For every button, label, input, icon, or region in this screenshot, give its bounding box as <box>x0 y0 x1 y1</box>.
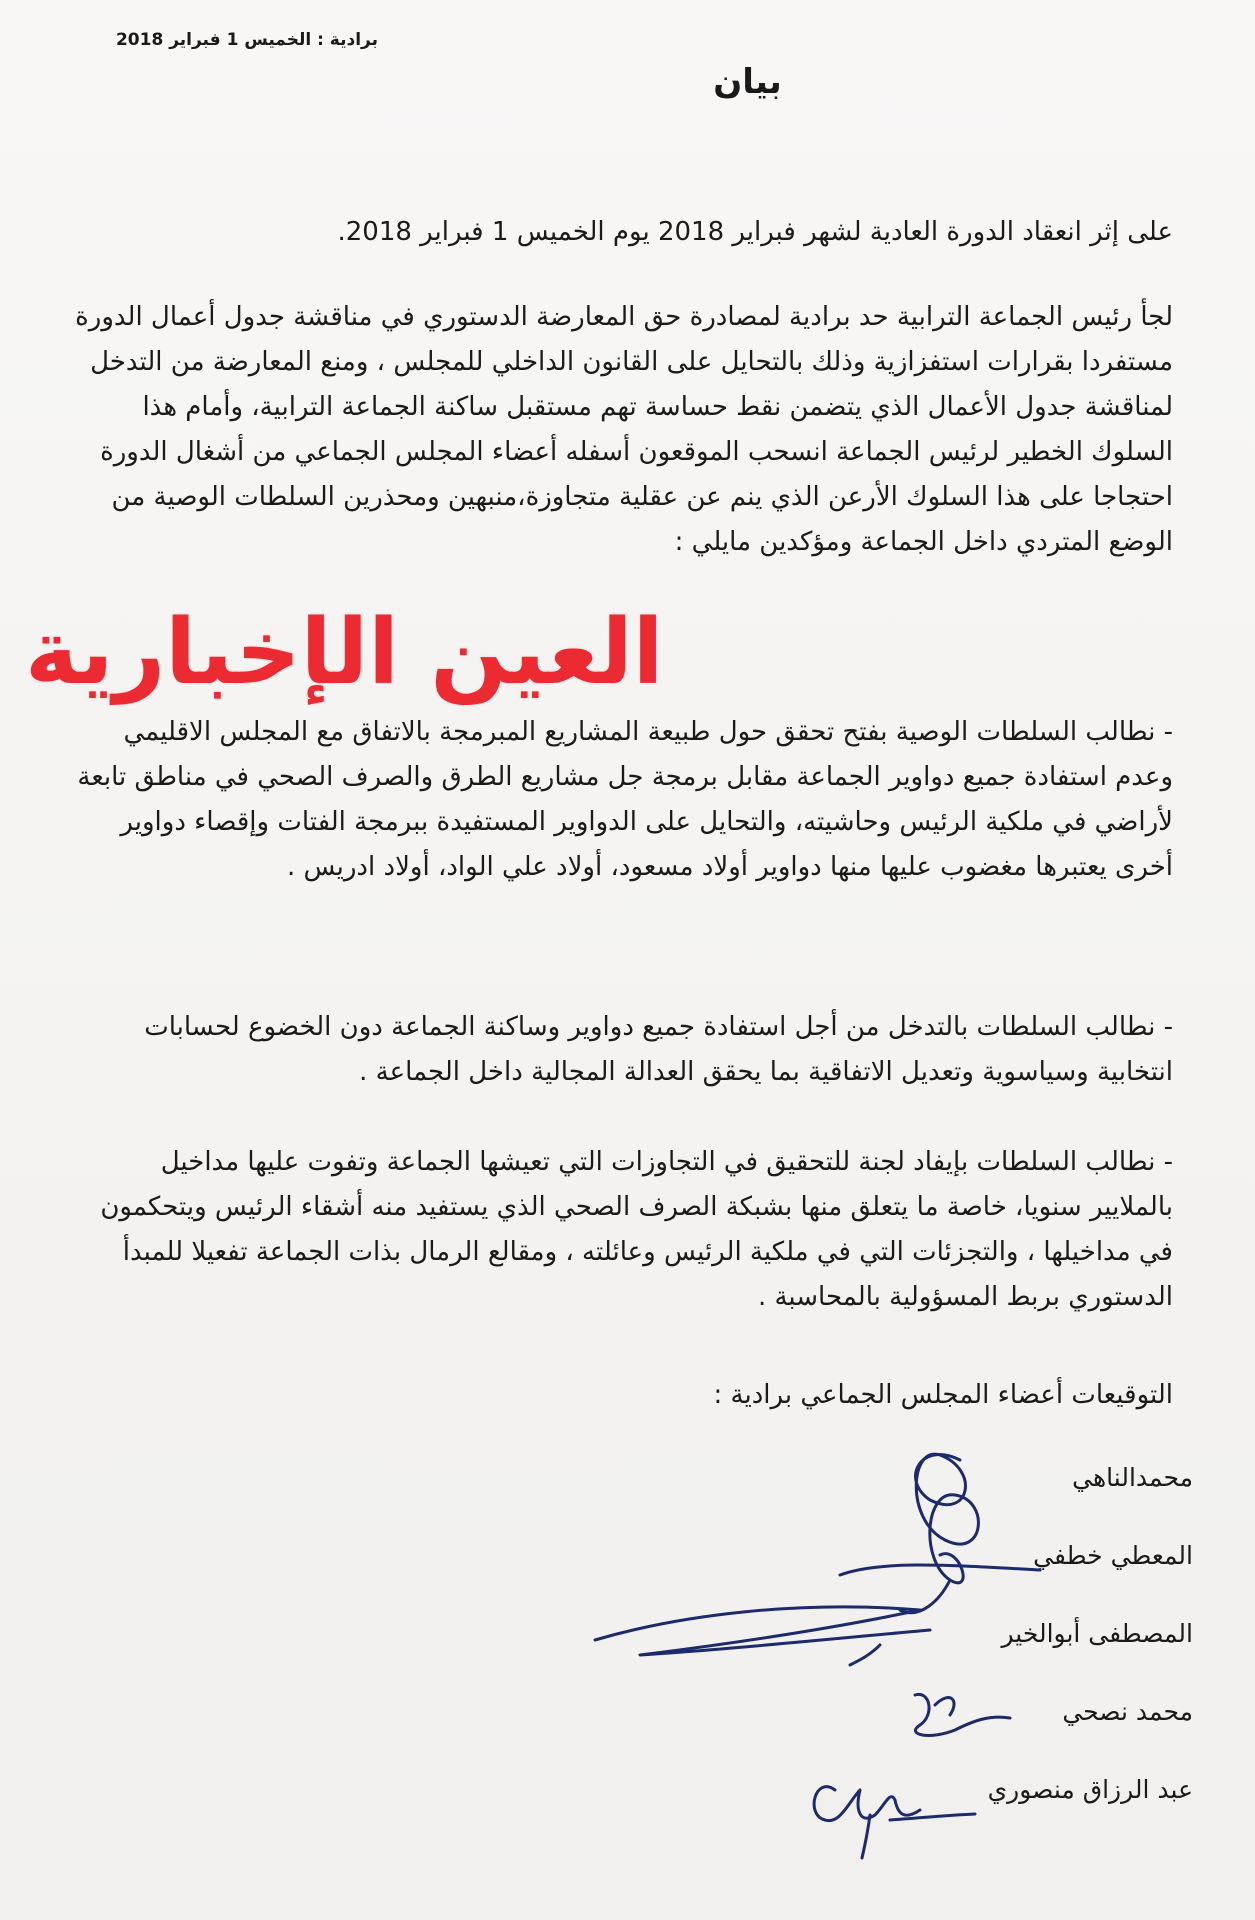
header-date-line: برادية : الخميس 1 فبراير 2018 <box>115 30 378 50</box>
signatory-name: عبد الرزاق منصوري <box>987 1775 1193 1804</box>
document-title: بيان <box>713 62 782 102</box>
signatory-name: محمد نصحي <box>1062 1697 1193 1726</box>
signatory-row <box>593 1455 1193 1533</box>
signatory-name: محمدالناهي <box>1072 1463 1193 1492</box>
watermark-logo: العين الإخبارية <box>25 600 664 705</box>
signatory-row <box>593 1767 1193 1845</box>
signatory-name: المصطفى أبوالخير <box>1001 1619 1193 1648</box>
signatory-row <box>593 1689 1193 1767</box>
demand-3: - نطالب السلطات بإيفاد لجنة للتحقيق في التجاوزات التي تعيشها الجماعة وتفوت عليها مداخيل بالملايير سنويا، خاصة ما يتعلق منها بشبكة الصرف الصحي الذي يستفيد منه أشقاء الرئيس ويتحكمون في مداخيلها ، والتجزئات التي في ملكية الرئيس وعائلته ، ومقالع الرمال بذات الجماعة تفعيلا للمبدأ الدستوري بربط المسؤولية بالمحاسبة . <box>100 1147 1173 1312</box>
intro-paragraph: على إثر انعقاد الدورة العادية لشهر فبراير 2018 يوم الخميس 1 فبراير 2018. <box>337 217 1173 247</box>
signatures-heading: التوقيعات أعضاء المجلس الجماعي برادية : <box>713 1380 1173 1410</box>
signatory-name: المعطي خطفي <box>1033 1541 1193 1570</box>
demand-2: - نطالب السلطات بالتدخل من أجل استفادة جميع دواوير وساكنة الجماعة دون الخضوع لحسابات انتخابية وسياسوية وتعديل الاتفاقية بما يحقق العدالة المجالية داخل الجماعة . <box>144 1012 1173 1087</box>
demand-1: - نطالب السلطات الوصية بفتح تحقق حول طبيعة المشاريع المبرمجة بالاتفاق مع المجلس الاقليمي وعدم استفادة جميع دواوير الجماعة مقابل برمجة جل مشاريع الطرق والصرف الصحي في مناطق تابعة لأراضي في ملكية الرئيس وحاشيته، والتحايل على الدواوير المستفيدة ببرمجة الفتات وإقصاء دواوير أخرى يعتبرها مغضوب عليها منها دواوير أولاد مسعود، أولاد علي الواد، أولاد ادريس . <box>77 717 1173 882</box>
main-paragraph: لجأ رئيس الجماعة الترابية حد برادية لمصادرة حق المعارضة الدستوري في مناقشة جدول أعمال الدورة مستفردا بقرارات استفزازية وذلك بالتحايل على القانون الداخلي للمجلس ، ومنع المعارضة من التدخل لمناقشة جدول الأعمال الذي يتضمن نقط حساسة تهم مستقبل ساكنة الجماعة الترابية، وأمام هذا السلوك الخطير لرئيس الجماعة انسحب الموقعون أسفله أعضاء المجلس الجماعي من أشغال الدورة احتجاجا على هذا السلوك الأرعن الذي ينم عن عقلية متجاوزة،منبهين ومحذرين السلطات الوصية من الوضع المتردي داخل الجماعة ومؤكدين مايلي : <box>75 302 1173 557</box>
signatory-row <box>593 1533 1193 1611</box>
signatory-row <box>593 1611 1193 1689</box>
signatories-list <box>593 1455 1193 1845</box>
